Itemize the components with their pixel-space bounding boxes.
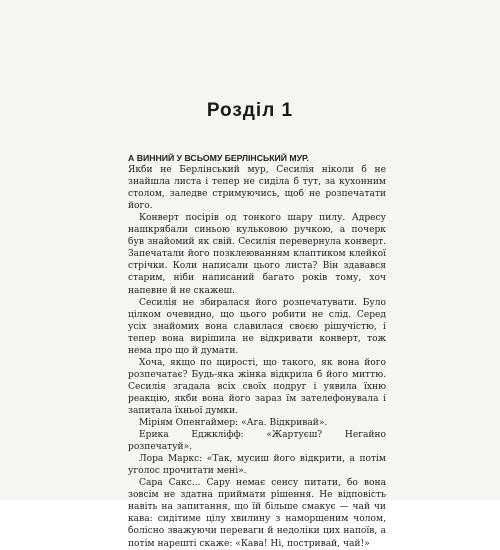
paragraph-4: Хоча, якщо по щирості, що такого, як вона його розпечатає? Будь-яка жінка відкрила б його миттю. Сесилія згадала всіх своїх подруг і уявила їхню реакцію, якби вона його зараз їм зателефонувала і запитала їхньої думки. bbox=[128, 357, 386, 416]
text-body bbox=[128, 152, 386, 550]
paragraph-7: Лора Маркс: «Так, мусиш його відкрити, а потім уголос прочитати мені». bbox=[128, 454, 386, 477]
paragraph-5: Міріям Опенгаймер: «Ага. Відкривай». bbox=[139, 418, 328, 429]
paragraph-8: Сара Сакс... Сару немає сенсу питати, бо вона зовсім не здатна приймати рішення. Не відповість навіть на запитання, що їй більше смакує — чай чи кава: сидітиме цілу хвилину з наморщеним чолом, болісно зважуючи переваги й недоліки цих напоїв, а потім нарешті скаже: «Кава! Ні, постривай, чай!» bbox=[128, 478, 386, 549]
paragraph-3: Сесилія не збиралася його розпечатувати. Було цілком очевидно, що цього робити не слід. Серед усіх знайомих вона славилася своєю рішучістю, і тепер вона вирішила не відкривати конверт, тож нема про що й думати. bbox=[128, 297, 386, 356]
chapter-title: Розділ 1 bbox=[206, 100, 294, 121]
paragraph-2: Конверт посірів од тонкого шару пилу. Адресу нашкрябали синьою кульковою ручкою, а почерк був знайомий як свій. Сесилія перевернула конверт. Запечатали його позклеюванням клаптиком клейкої стрічки. Коли написали цього листа? Він здавався старим, ніби написаний багато років тому, хоч напевне й не скажеш. bbox=[128, 213, 386, 296]
section-heading: А ВИННИЙ У ВСЬОМУ БЕРЛІНСЬКИЙ МУР. bbox=[128, 153, 309, 163]
paragraph-6: Ерика Еджкліфф: «Жартуєш? Негайно розпечатуй». bbox=[128, 430, 386, 453]
paragraph-1: Якби не Берлінський мур, Сесилія ніколи б не знайшла листа і тепер не сиділа б тут, за кухонним столом, заледве стримуючись, щоб не розпечатати його. bbox=[128, 165, 386, 212]
